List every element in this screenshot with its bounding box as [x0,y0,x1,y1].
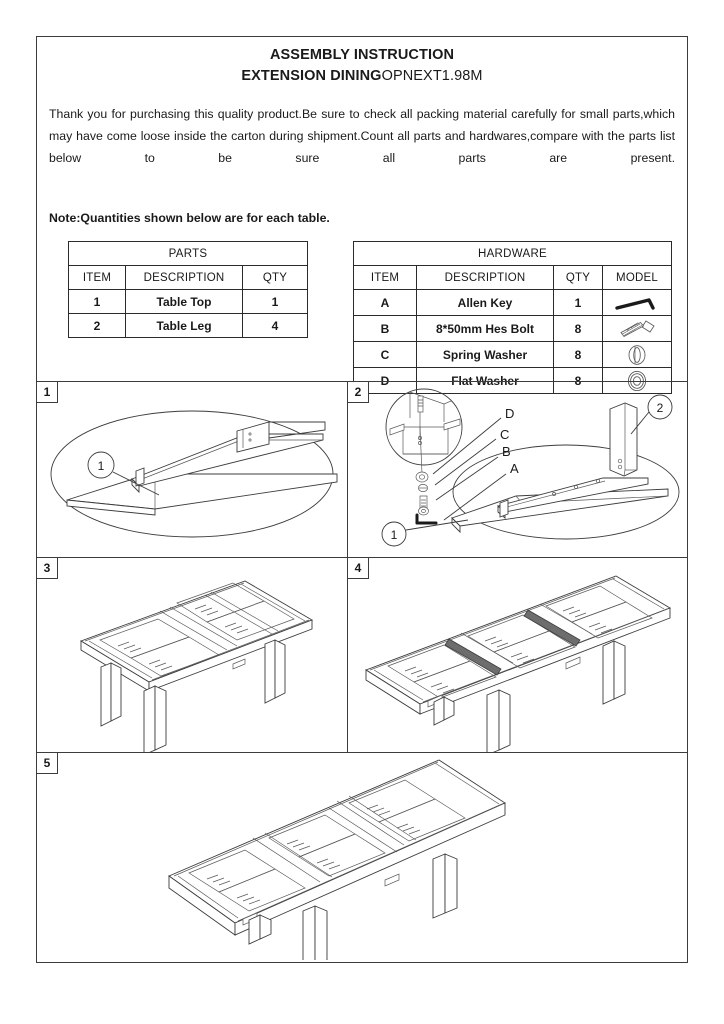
step-number-4: 4 [348,558,369,579]
page-title-line-2 [37,66,687,87]
steps-area [37,381,687,962]
spring-washer-icon [609,344,665,366]
step-number-1: 1 [37,382,58,403]
parts-row-1-description: Table Leg [126,314,243,338]
hardware-banner-row [354,242,672,266]
step-2-callout-A: A [510,461,519,476]
parts-row-0-item: 1 [69,290,126,314]
step-panel-4 [348,558,687,752]
step-2-callout-C: C [500,427,510,442]
hardware-row-3-qty: 8 [554,368,603,394]
intro-paragraph: Thank you for purchasing this quality product.Be sure to check all packing material carefully for small parts,which may have come loose inside the carton during shipment.Count all parts and hardwares,compare with the parts list below to be sure all parts are present. [49,107,675,165]
step-2-illustration [348,382,687,557]
step-1-balloon-1: 1 [97,459,105,473]
parts-header-row [69,266,308,290]
step-3-illustration [37,558,348,752]
step-4-illustration [348,558,687,752]
step-1-illustration [37,382,348,557]
table-row [69,314,308,338]
hardware-header-item: ITEM [354,266,417,290]
parts-banner-row [69,242,308,266]
quantities-note: Note:Quantities shown below are for each table. [49,211,330,225]
table-row [354,342,672,368]
hardware-row-0-item: A [354,290,417,316]
step-number-2: 2 [348,382,369,403]
hardware-row-0-description: Allen Key [417,290,554,316]
hardware-header-description: DESCRIPTION [417,266,554,290]
allen-key-icon [609,292,665,314]
hardware-banner: HARDWARE [354,242,672,266]
hardware-header-qty: QTY [554,266,603,290]
hardware-row-2-description: Spring Washer [417,342,554,368]
step-2-balloon-1: 1 [390,528,398,542]
page-title-model-bold: EXTENSION DINING [241,68,382,84]
table-row [354,290,672,316]
hardware-table [353,241,672,394]
page-title-model-code: OPNEXT1.98M [381,68,483,84]
step-2-balloon-2: 2 [656,401,664,415]
step-panel-3 [37,558,348,752]
parts-header-description: DESCRIPTION [126,266,243,290]
step-panel-2 [348,382,687,557]
hardware-row-2-item: C [354,342,417,368]
step-5-illustration [37,753,687,960]
parts-banner: PARTS [69,242,308,266]
table-row [69,290,308,314]
step-number-5: 5 [37,753,58,774]
hardware-row-3-description: Flat Washer [417,368,554,394]
tables-row [37,241,687,391]
hardware-row-1-qty: 8 [554,316,603,342]
hardware-row-0-model [603,290,672,316]
parts-row-1-qty: 4 [243,314,308,338]
hardware-row-1-description: 8*50mm Hes Bolt [417,316,554,342]
header-block [37,37,687,227]
table-row [354,316,672,342]
parts-header-qty: QTY [243,266,308,290]
hardware-header-row [354,266,672,290]
hardware-row-2-model [603,342,672,368]
step-panel-1 [37,382,348,557]
step-2-callout-D: D [505,406,515,421]
step-panel-5 [37,753,687,960]
hardware-row-2-qty: 8 [554,342,603,368]
hardware-row-0-qty: 1 [554,290,603,316]
steps-row-2 [37,557,687,752]
parts-row-0-qty: 1 [243,290,308,314]
hardware-row-3-item: D [354,368,417,394]
steps-row-1 [37,381,687,557]
hardware-header-model: MODEL [603,266,672,290]
hardware-row-1-item: B [354,316,417,342]
parts-row-0-description: Table Top [126,290,243,314]
page-title-line-1: ASSEMBLY INSTRUCTION [269,47,455,63]
parts-row-1-item: 2 [69,314,126,338]
hardware-row-1-model [603,316,672,342]
step-2-callout-B: B [502,444,511,459]
parts-header-item: ITEM [69,266,126,290]
hex-bolt-icon [609,318,665,340]
parts-table [68,241,308,338]
steps-row-3 [37,752,687,960]
step-number-3: 3 [37,558,58,579]
document-frame [36,36,688,963]
